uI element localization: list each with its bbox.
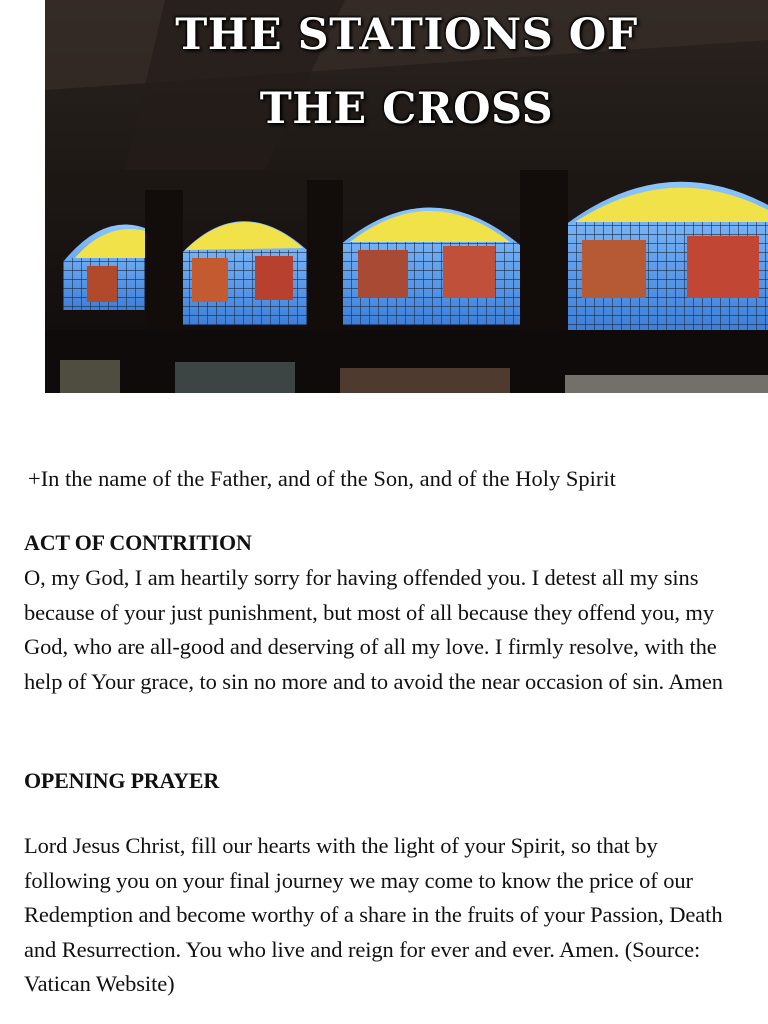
act-of-contrition-heading: ACT OF CONTRITION: [24, 530, 252, 555]
banner-image: [45, 0, 768, 393]
opening-prayer-line: following you on your final journey we may come to know the price of our: [24, 867, 693, 893]
opening-prayer-line: Redemption and become worthy of a share in the fruits of your Passion, Death: [24, 902, 723, 927]
banner-title-line1: THE STATIONS OF: [175, 10, 638, 60]
contrition-line: help of Your grace, to sin no more and to avoid the near occasion of sin. Amen: [24, 668, 723, 694]
contrition-line: God, who are all-good and deserving of all my love. I firmly resolve, with the: [24, 634, 717, 659]
banner-title-line2: THE CROSS: [259, 84, 554, 134]
opening-prayer-line: Vatican Website): [24, 971, 175, 996]
opening-prayer-line: and Resurrection. You who live and reign for ever and ever. Amen. (Source:: [24, 936, 701, 962]
contrition-line: because of your just punishment, but most of all because they offend you, my: [24, 599, 714, 625]
contrition-line: O, my God, I am heartily sorry for having offended you. I detest all my sins: [24, 565, 699, 590]
opening-prayer-line: Lord Jesus Christ, fill our hearts with the light of your Spirit, so that by: [24, 833, 658, 858]
opening-prayer-heading: OPENING PRAYER: [24, 768, 220, 793]
act-of-contrition-text: [24, 561, 754, 699]
sign-of-the-cross-text: +In the name of the Father, and of the Son, and of the Holy Spirit: [28, 466, 616, 491]
opening-prayer-text: [24, 829, 754, 1002]
